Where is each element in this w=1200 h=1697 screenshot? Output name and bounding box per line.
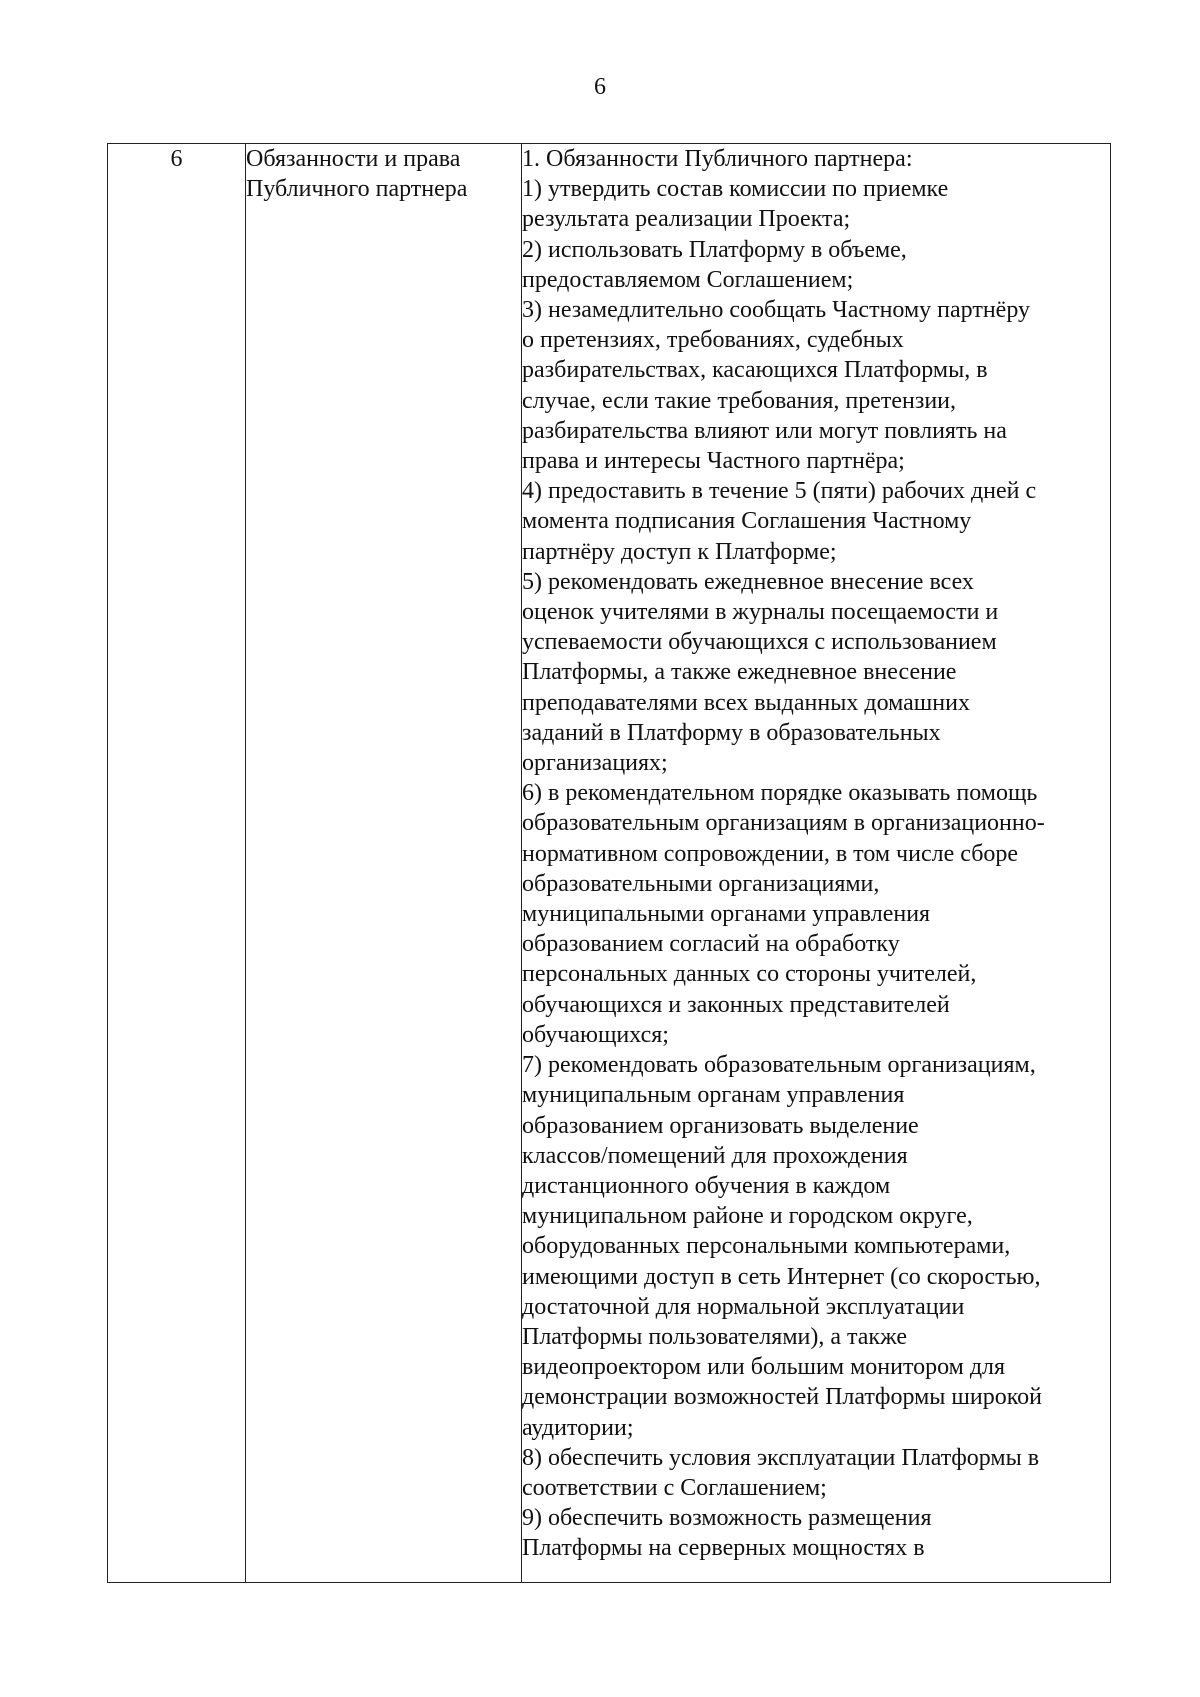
row-content-line: предоставляемом Соглашением;	[522, 266, 854, 293]
row-content-line: преподавателями всех выданных домашних	[522, 689, 970, 716]
agreement-table	[107, 143, 1111, 1583]
row-content-line: образованием согласий на обработку	[522, 931, 900, 958]
table-row	[108, 144, 1111, 1583]
row-content-line: персональных данных со стороны учителей,	[522, 961, 977, 988]
row-content-line: обучающихся и законных представителей	[522, 991, 950, 1018]
page-number: 6	[594, 74, 606, 100]
row-content-line: Платформы, а также ежедневное внесение	[522, 659, 957, 686]
row-content-line: заданий в Платформу в образовательных	[522, 719, 941, 746]
row-content-line: дистанционного обучения в каждом	[522, 1172, 891, 1199]
row-content-line: демонстрации возможностей Платформы широкой	[522, 1384, 1043, 1411]
row-content-line: муниципальным органам управления	[522, 1082, 905, 1109]
row-content-line: 5) рекомендовать ежедневное внесение всех	[522, 568, 974, 595]
row-content-line: оценок учителями в журналы посещаемости и	[522, 599, 999, 626]
row-content-line: успеваемости обучающихся с использованием	[522, 629, 997, 656]
row-content-line: результата реализации Проекта;	[522, 206, 851, 233]
row-content-line: образовательными организациями,	[522, 870, 880, 897]
row-number: 6	[170, 146, 183, 172]
row-content-line: аудитории;	[522, 1414, 634, 1441]
row-content-line: муниципальными органами управления	[522, 901, 931, 928]
row-content-line: 1) утвердить состав комиссии по приемке	[522, 176, 949, 203]
row-content-line: партнёру доступ к Платформе;	[522, 538, 837, 565]
row-content-line: 2) использовать Платформу в объеме,	[522, 236, 907, 263]
row-content-line: 4) предоставить в течение 5 (пяти) рабочих дней с	[522, 478, 1037, 505]
row-content-line: права и интересы Частного партнёра;	[522, 448, 905, 475]
row-content-line: соответствии с Соглашением;	[522, 1474, 827, 1501]
row-content-line: 7) рекомендовать образовательным организациям,	[522, 1052, 1036, 1079]
row-content-line: организациях;	[522, 750, 668, 777]
row-content-line: нормативном сопровождении, в том числе сборе	[522, 840, 1019, 867]
row-content-line: оборудованных персональными компьютерами,	[522, 1233, 1011, 1260]
row-content-line: видеопроектором или большим монитором для	[522, 1354, 1006, 1381]
row-content-line: о претензиях, требованиях, судебных	[522, 327, 904, 354]
row-content-line: 9) обеспечить возможность размещения	[522, 1505, 932, 1532]
row-content-line: классов/помещений для прохождения	[522, 1142, 908, 1169]
row-name-line: Публичного партнера	[246, 176, 468, 203]
row-content-line: 8) обеспечить условия эксплуатации Платформы в	[522, 1444, 1040, 1471]
row-content-line: 1. Обязанности Публичного партнера:	[522, 146, 913, 172]
row-content-line: обучающихся;	[522, 1021, 669, 1048]
row-number-cell	[108, 144, 246, 1583]
row-content-line: Платформы на серверных мощностях в	[522, 1535, 925, 1562]
row-content-line: случае, если такие требования, претензии,	[522, 387, 957, 414]
row-content-cell	[522, 144, 1111, 1583]
row-content-line: разбирательства влияют или могут повлиять на	[522, 417, 1007, 444]
row-content-line: образованием организовать выделение	[522, 1112, 919, 1139]
row-name-line: Обязанности и права	[246, 146, 461, 172]
row-content-line: момента подписания Соглашения Частному	[522, 508, 972, 535]
row-name-cell	[246, 144, 522, 1583]
row-content-line: 6) в рекомендательном порядке оказывать помощь	[522, 780, 1038, 807]
row-content-line: 3) незамедлительно сообщать Частному партнёру	[522, 297, 1030, 324]
row-content-line: достаточной для нормальной эксплуатации	[522, 1293, 965, 1320]
row-content-line: имеющими доступ в сеть Интернет (со скоростью,	[522, 1263, 1041, 1290]
row-content-line: разбирательствах, касающихся Платформы, в	[522, 357, 988, 384]
row-content-line: Платформы пользователями), а также	[522, 1323, 908, 1350]
row-content-line: муниципальном районе и городском округе,	[522, 1203, 973, 1230]
row-content-line: образовательным организациям в организационно-	[522, 810, 1045, 837]
